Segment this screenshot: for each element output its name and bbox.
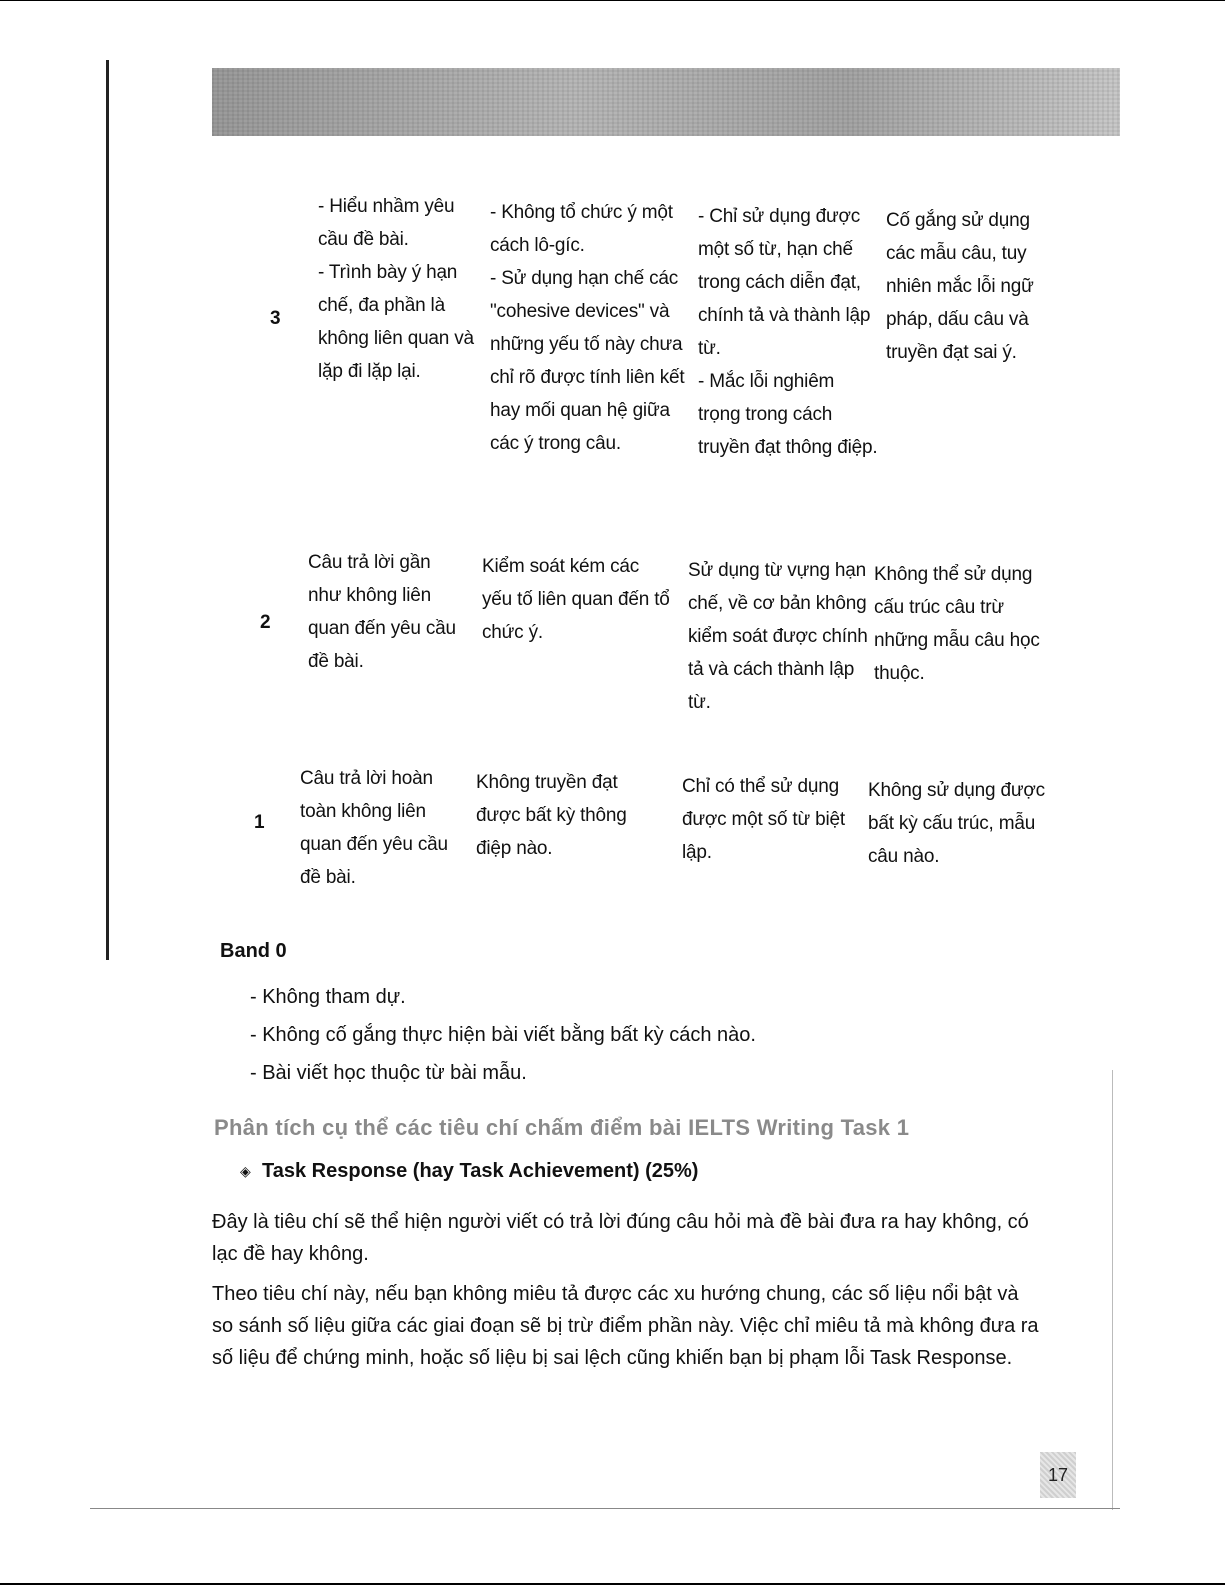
cell-text: Không sử dụng được bất kỳ cấu trúc, mẫu câu nào. bbox=[868, 780, 1045, 867]
coherence-cell bbox=[476, 766, 646, 865]
page-number: 17 bbox=[1040, 1452, 1076, 1498]
cell-text: Sử dụng từ vựng hạn chế, về cơ bản không kiểm soát được chính tả và cách thành lập từ. bbox=[688, 560, 868, 713]
cell-text: - Sử dụng hạn chế các "cohesive devices" và những yếu tố này chưa chỉ rõ được tính liên kết hay mối quan hệ giữa các ý trong câu. bbox=[490, 268, 685, 454]
grammar-cell bbox=[868, 774, 1048, 873]
list-item: - Bài viết học thuộc từ bài mẫu. bbox=[250, 1062, 527, 1084]
grammar-cell bbox=[874, 558, 1054, 690]
cell-text: - Mắc lỗi nghiêm trọng trong cách truyền đạt thông điệp. bbox=[698, 371, 878, 458]
cell-text: - Hiểu nhầm yêu cầu đề bài. bbox=[318, 196, 455, 250]
cell-text: Câu trả lời gần như không liên quan đến yêu cầu đề bài. bbox=[308, 552, 456, 672]
page-top-edge bbox=[0, 0, 1225, 1]
list-item: - Không cố gắng thực hiện bài viết bằng bất kỳ cách nào. bbox=[250, 1024, 756, 1046]
cell-text: - Chỉ sử dụng được một số từ, hạn chế trong cách diễn đạt, chính tả và thành lập từ. bbox=[698, 206, 871, 359]
band0-list bbox=[250, 978, 756, 1092]
grammar-cell bbox=[886, 204, 1054, 369]
left-margin-rule bbox=[106, 60, 109, 960]
right-margin-rule bbox=[1112, 1070, 1113, 1510]
paragraph: Theo tiêu chí này, nếu bạn không miêu tả được các xu hướng chung, các số liệu nổi bật và so sánh số liệu giữa các giai đoạn sẽ bị trừ điểm phần này. Việc chỉ miêu tả mà không đưa ra số liệu để chứng minh, hoặc số liệu bị sai lệch cũng khiến bạn bị phạm lỗi Task Response. bbox=[212, 1283, 1039, 1369]
lexical-cell bbox=[698, 200, 878, 464]
cell-text: Kiểm soát kém các yếu tố liên quan đến tổ chức ý. bbox=[482, 556, 670, 643]
cell-text: Không thể sử dụng cấu trúc câu trừ những mẫu câu học thuộc. bbox=[874, 564, 1040, 684]
bullet-heading bbox=[240, 1160, 698, 1183]
section-heading: Phân tích cụ thể các tiêu chí chấm điểm bài IELTS Writing Task 1 bbox=[214, 1115, 910, 1140]
bullet-heading-text: Task Response (hay Task Achievement) (25%) bbox=[262, 1160, 699, 1182]
cell-text: Chỉ có thể sử dụng được một số từ biệt lập. bbox=[682, 776, 845, 863]
task-response-cell bbox=[300, 762, 465, 894]
cell-text: Câu trả lời hoàn toàn không liên quan đến yêu cầu đề bài. bbox=[300, 768, 448, 888]
coherence-cell bbox=[482, 550, 672, 649]
band0-title: Band 0 bbox=[220, 940, 287, 962]
band-number: 1 bbox=[254, 812, 265, 833]
coherence-cell bbox=[490, 196, 690, 460]
cell-text: Cố gắng sử dụng các mẫu câu, tuy nhiên mắc lỗi ngữ pháp, dấu câu và truyền đạt sai ý. bbox=[886, 210, 1034, 363]
footer-rule bbox=[90, 1508, 1120, 1509]
list-item: - Không tham dự. bbox=[250, 986, 406, 1008]
lexical-cell bbox=[688, 554, 868, 719]
cell-text: - Không tổ chức ý một cách lô-gíc. bbox=[490, 202, 673, 256]
lexical-cell bbox=[682, 770, 862, 869]
task-response-cell bbox=[318, 190, 478, 388]
paragraph: Đây là tiêu chí sẽ thể hiện người viết có trả lời đúng câu hỏi mà đề bài đưa ra hay không, có lạc đề hay không. bbox=[212, 1211, 1029, 1265]
cell-text: - Trình bày ý hạn chế, đa phần là không liên quan và lặp đi lặp lại. bbox=[318, 262, 474, 382]
band-number: 2 bbox=[260, 612, 271, 633]
header-band bbox=[212, 68, 1120, 136]
diamond-bullet-icon: ◈ bbox=[240, 1163, 251, 1180]
cell-text: Không truyền đạt được bất kỳ thông điệp nào. bbox=[476, 772, 627, 859]
band-number: 3 bbox=[270, 308, 281, 329]
task-response-cell bbox=[308, 546, 468, 678]
